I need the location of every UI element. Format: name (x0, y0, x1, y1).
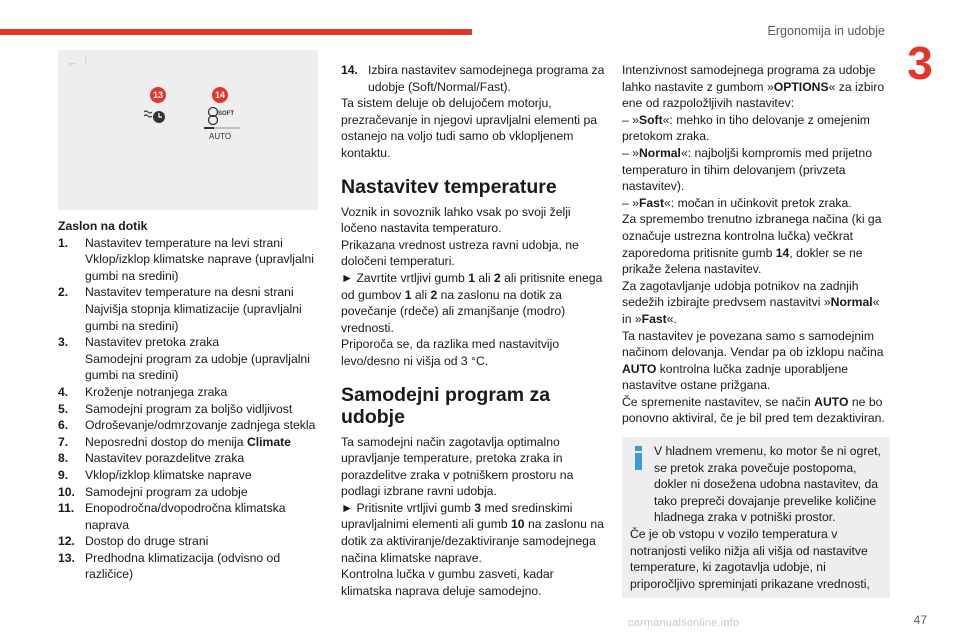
more-dots-icon: ⁝ (84, 53, 88, 67)
paragraph: Če spremenite nastavitev, se način AUTO ne bo ponovno aktiviral, če je bil pred tem dezaktiviran. (622, 394, 885, 426)
instruction: ► Pritisnite vrtljivi gumb 3 med sredinskimi upravljalnimi elementi ali gumb 10 na zaslonu na dotik za aktiviranje/dezaktiviranje samodejnega načina klimatske naprave. (341, 500, 604, 565)
header-accent-bar (0, 29, 472, 35)
paragraph: Intenzivnost samodejnega programa za udobje lahko nastavite z gumbom »OPTIONS« za izbiro ene od razpoložljivih nastavitev: (622, 63, 885, 111)
paragraph: Ta nastavitev je povezana samo s samodejnim načinom delovanja. Vendar pa ob izklopu načina AUTO kontrolna lučka zadnje uporabljene nastavitve ostane prižgana. (622, 328, 884, 393)
list-item: 11. Enopodročna/dvopodročna klimatska naprava (58, 501, 286, 532)
paragraph: Voznik in sovoznik lahko vsak po svoji želji ločeno nastavita temperaturo. (341, 204, 571, 236)
callout-13: 13 (150, 87, 166, 103)
level-fill (204, 127, 214, 129)
right-column (622, 62, 890, 598)
tip-text: V hladnem vremenu, ko motor še ni ogret, se pretok zraka povečuje postopoma, dokler ni dosežena udobna nastavitev, da tako prepreči dovajanje prevelike količine hladnega zraka v potniški prostor. (654, 444, 881, 525)
paragraph: Ta samodejni način zagotavlja optimalno upravljanje temperature, pretoka zraka in porazdelitve zraka v potniškem prostoru na podlagi izbrane ravni udobja. (341, 434, 574, 499)
info-box (622, 437, 890, 598)
section-title: Ergonomija in udobje (767, 24, 885, 38)
paragraph: Prikazana vrednost ustreza ravni udobja, ne določeni temperaturi. (341, 237, 579, 269)
option-soft: – »Soft«: mehko in tiho delovanje z omejenim pretokom zraka. (622, 112, 870, 144)
preconditioning-icon (142, 106, 168, 126)
callout-14: 14 (212, 87, 228, 103)
touchscreen-figure (58, 50, 318, 210)
list-item: 4. Kroženje notranjega zraka (58, 384, 228, 399)
paragraph: Priporoča se, da razlika med nastavitvijo levo/desno ni višja od 3 °C. (341, 337, 560, 368)
legend-column (58, 218, 323, 583)
tip-text: Če je ob vstopu v vozilo temperatura v notranjosti veliko nižja ali višja od nastavitve temperature, ki zagotavlja udobje, ni priporočljivo spreminjati prikazane vrednosti, (630, 527, 870, 591)
back-arrow-icon: ← (66, 54, 79, 69)
info-icon (632, 446, 646, 470)
list-item: 8. Nastavitev porazdelitve zraka (58, 451, 245, 466)
soft-label: SOFT (218, 111, 234, 117)
page-number: 47 (913, 613, 927, 627)
option-fast: – »Fast«: močan in učinkovit pretok zraka. (622, 195, 852, 210)
paragraph: Ta sistem deluje ob delujočem motorju, prezračevanje in njegovi upravljalni elementi pa ostanejo na voljo tudi samo ob vklopljenem kontaktu. (341, 96, 598, 160)
paragraph: Kontrolna lučka v gumbu zasveti, kadar klimatska naprava deluje samodejno. (341, 567, 554, 598)
list-item: 13. Predhodna klimatizacija (odvisno od različice) (58, 550, 281, 582)
instruction: ► Zavrtite vrtljivi gumb 1 ali 2 ali pritisnite enega od gumbov 1 ali 2 na zaslonu na dotik za povečanje (rdeče) ali zmanjšanje (modro) vrednosti. (341, 270, 603, 335)
list-item: 12. Dostop do druge strani (58, 534, 209, 549)
middle-column (341, 62, 606, 599)
heading-auto-program: Samodejni program za udobje (341, 383, 551, 428)
auto-label: AUTO (209, 132, 232, 141)
list-item: 1. Nastavitev temperature na levi strani Vklop/izklop klimatske naprave (upravljalni gumbi na sredini) (58, 235, 314, 283)
chapter-number: 3 (907, 37, 933, 89)
list-item: 7. Neposredni dostop do menija Climate (58, 434, 291, 449)
list-item: 3. Nastavitev pretoka zraka Samodejni program za udobje (upravljalni gumbi na sredini) (58, 335, 310, 383)
list-item: 5. Samodejni program za boljšo vidljivost (58, 401, 293, 416)
list-item: 9. Vklop/izklop klimatske naprave (58, 467, 252, 482)
list-item: 10. Samodejni program za udobje (58, 484, 248, 499)
paragraph: Za spremembo trenutno izbranega načina (ki ga označuje ustrezna kontrolna lučka) večkrat zaporedoma pritisnite gumb 14, dokler se ne prikaže želena nastavitev. (622, 212, 882, 277)
list-item: 2. Nastavitev temperature na desni strani Najvišja stopnja klimatizacije (upravljalni gumbi na sredini) (58, 285, 302, 333)
watermark: carmanualsonline.info (628, 617, 740, 629)
figure-caption: Zaslon na dotik (58, 219, 148, 233)
paragraph: Za zagotavljanje udobja potnikov na zadnjih sedežih izbirajte predvsem nastavitvi »Normal« in »Fast«. (622, 278, 880, 326)
option-normal: – »Normal«: najboljši kompromis med prijetno temperaturo in tihim delovanjem (privzeta nastavitev). (622, 145, 872, 194)
list-item: 6. Odroševanje/odmrzovanje zadnjega stekla (58, 418, 316, 433)
list-item: 14. Izbira nastavitev samodejnega programa za udobje (Soft/Normal/Fast). (341, 63, 605, 94)
heading-temperature: Nastavitev temperature (341, 175, 557, 198)
